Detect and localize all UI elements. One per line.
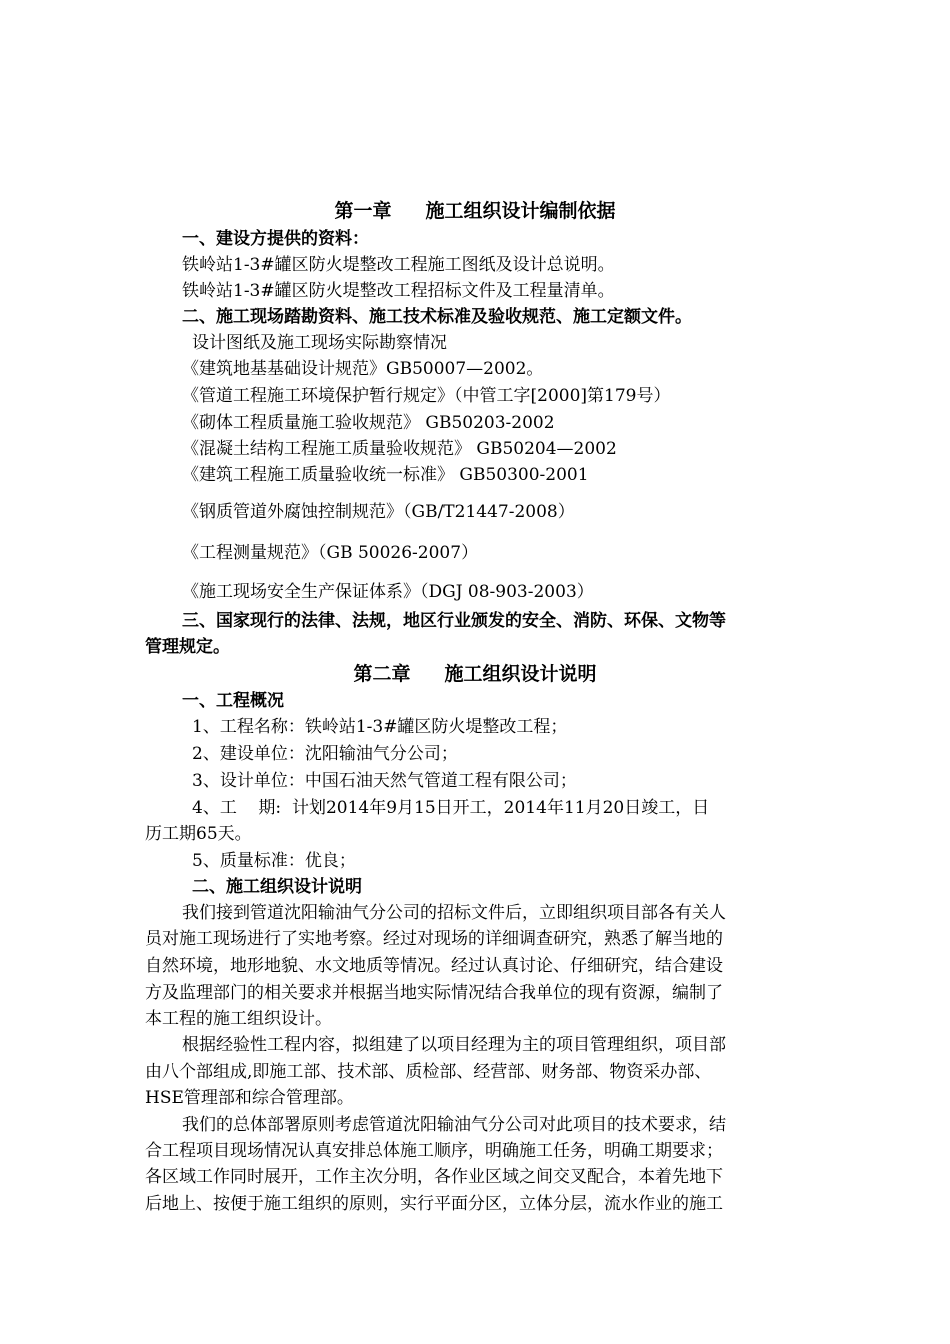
c1-section-1-heading: 一、建设方提供的资料： [182, 229, 369, 249]
c1-s2-item-7: 《钢质管道外腐蚀控制规范》（GB/T21447-2008） [182, 502, 575, 522]
chapter-1-title [0, 198, 950, 224]
c1-s1-item-2: 铁岭站1-3#罐区防火堤整改工程招标文件及工程量清单。 [182, 281, 615, 301]
c1-s2-item-5: 《混凝土结构工程施工质量验收规范》 GB50204—2002 [182, 439, 617, 459]
c1-section-2-heading: 二、施工现场踏勘资料、施工技术标准及验收规范、施工定额文件。 [182, 307, 692, 327]
c2-s1-item-5: 5、质量标准：优良； [192, 851, 356, 871]
c2-s1-item-1: 1、工程名称：铁岭站1-3#罐区防火堤整改工程； [192, 717, 568, 737]
c2-p2-line-3: HSE管理部和综合管理部。 [145, 1088, 354, 1108]
c2-s1-item-2: 2、建设单位：沈阳输油气分公司； [192, 744, 458, 764]
chapter-1-label: 第一章 [334, 200, 392, 222]
c2-section-2-heading: 二、施工组织设计说明 [192, 877, 362, 897]
chapter-2-label: 第二章 [353, 663, 411, 685]
c1-section-3-line-2: 管理规定。 [145, 637, 230, 657]
c1-s2-item-6: 《建筑工程施工质量验收统一标准》 GB50300-2001 [182, 465, 589, 485]
c1-s2-item-9: 《施工现场安全生产保证体系》（DGJ 08-903-2003） [182, 582, 594, 602]
c2-p3-line-4: 后地上、按便于施工组织的原则，实行平面分区，立体分层，流水作业的施工 [145, 1194, 723, 1214]
c2-s1-item-4-line-1: 4、工 期: 计划2014年9月15日开工，2014年11月20日竣工，日 [192, 798, 710, 818]
c2-p2-line-1: 根据经验性工程内容，拟组建了以项目经理为主的项目管理组织，项目部 [182, 1035, 726, 1055]
c1-section-3-line-1: 三、国家现行的法律、法规，地区行业颁发的安全、消防、环保、文物等 [182, 611, 726, 631]
c1-s2-item-3: 《管道工程施工环境保护暂行规定》（中管工字[2000]第179号） [182, 386, 671, 406]
c2-p1-line-2: 员对施工现场进行了实地考察。经过对现场的详细调查研究，熟悉了解当地的 [145, 929, 723, 949]
c2-p1-line-1: 我们接到管道沈阳输油气分公司的招标文件后，立即组织项目部各有关人 [182, 903, 726, 923]
c1-s2-item-4: 《砌体工程质量施工验收规范》 GB50203-2002 [182, 413, 555, 433]
c2-p3-line-2: 合工程项目现场情况认真安排总体施工顺序，明确施工任务，明确工期要求； [145, 1141, 723, 1161]
c1-s2-item-1: 设计图纸及施工现场实际勘察情况 [192, 333, 447, 353]
c1-s2-item-2: 《建筑地基基础设计规范》GB50007—2002。 [182, 359, 544, 379]
c2-p1-line-5: 本工程的施工组织设计。 [145, 1009, 332, 1029]
c2-s1-item-4-line-2: 历工期65天。 [145, 824, 252, 844]
c2-p3-line-3: 各区域工作同时展开，工作主次分明，各作业区域之间交叉配合，本着先地下 [145, 1167, 723, 1187]
chapter-2-heading: 施工组织设计说明 [444, 663, 597, 685]
c2-p1-line-3: 自然环境，地形地貌、水文地质等情况。经过认真讨论、仔细研究，结合建设 [145, 956, 723, 976]
chapter-1-heading: 施工组织设计编制依据 [425, 200, 616, 222]
chapter-2-title [0, 661, 950, 687]
c1-s2-item-8: 《工程测量规范》（GB 50026-2007） [182, 543, 479, 563]
c2-p2-line-2: 由八个部组成,即施工部、技术部、质检部、经营部、财务部、物资采办部、 [145, 1062, 712, 1082]
c2-p1-line-4: 方及监理部门的相关要求并根据当地实际情况结合我单位的现有资源，编制了 [145, 983, 723, 1003]
c2-section-1-heading: 一、工程概况 [182, 691, 284, 711]
c2-p3-line-1: 我们的总体部署原则考虑管道沈阳输油气分公司对此项目的技术要求，结 [182, 1115, 726, 1135]
c1-s1-item-1: 铁岭站1-3#罐区防火堤整改工程施工图纸及设计总说明。 [182, 255, 615, 275]
c2-s1-item-3: 3、设计单位：中国石油天然气管道工程有限公司； [192, 771, 577, 791]
